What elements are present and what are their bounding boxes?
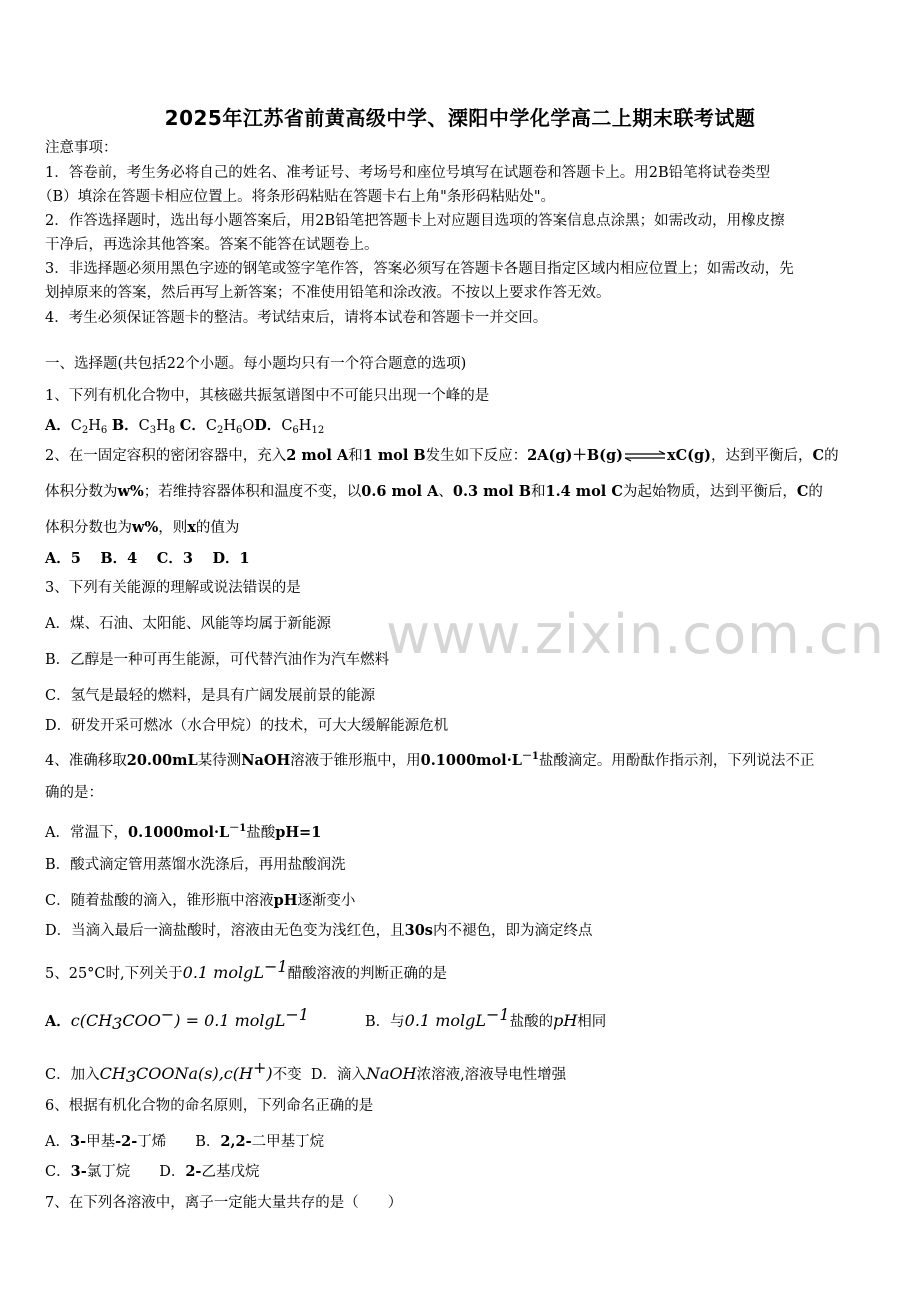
superscript: －1: [521, 751, 539, 762]
text: 为起始物质，达到平衡后，: [622, 484, 797, 500]
notice-line: 干净后，再选涂其他答案。答案不能答在试题卷上。: [45, 237, 379, 253]
text: 5、25°C时,下列关于: [45, 966, 183, 982]
question-4-line-1: [45, 747, 814, 771]
text: 丁烯 B．: [137, 1134, 221, 1150]
question-5-option-a: [45, 1005, 309, 1034]
text: 内不褪色，即为滴定终点: [432, 923, 593, 939]
notice-line: （B）填涂在答题卡相应位置上。将条形码粘贴在答题卡右上角"条形码粘贴处"。: [38, 189, 555, 205]
superscript: －1: [229, 823, 247, 834]
subscript: 3: [149, 425, 157, 436]
formula-part: C: [70, 418, 82, 434]
notice-line: 3．非选择题必须用黑色字迹的钢笔或签字笔作答，答案必须写在答题卡各题目指定区域内相应位置上；如需改动，先: [45, 261, 794, 277]
text: C．加入: [45, 1067, 100, 1083]
superscript: −: [160, 1005, 175, 1024]
subscript: 8: [168, 425, 176, 436]
text: 和: [348, 448, 363, 464]
question-6-options-a-b: [45, 1132, 324, 1152]
math: COO: [122, 1011, 161, 1030]
text: 0.6 mol A: [361, 483, 439, 500]
math: CH: [99, 1064, 126, 1083]
text: 体积分数为: [45, 484, 118, 500]
subscript: 6: [292, 425, 299, 436]
subscript: 6: [100, 425, 108, 436]
question-4-option-c: [45, 891, 355, 911]
text: -2-: [115, 1133, 138, 1150]
math: c(CH: [70, 1011, 113, 1030]
option-label: A．: [45, 417, 71, 434]
reaction-reactants: 2A(g)＋B(g): [527, 447, 623, 464]
text: ；若维持容器体积和温度不变，以: [143, 484, 362, 500]
question-3-stem: 3、下列有关能源的理解或说法错误的是: [45, 580, 301, 596]
math: NaOH: [365, 1064, 417, 1083]
math: ) = 0.1 molgL: [174, 1011, 286, 1030]
question-4-option-a: [45, 819, 321, 843]
option-label: A．: [45, 1013, 71, 1030]
question-1-options: [45, 416, 324, 441]
text: C．: [45, 1164, 71, 1180]
question-2-line-3: [45, 518, 239, 538]
question-4-line-2: 确的是：: [45, 785, 103, 801]
text: B．与: [365, 1014, 405, 1030]
question-7-stem: 7、在下列各溶液中，离子一定能大量共存的是（ ）: [45, 1195, 403, 1211]
text: 的值为: [195, 520, 240, 536]
math: pH: [553, 1011, 578, 1030]
question-3-option-b: B．乙醇是一种可再生能源，可代替汽油作为汽车燃料: [45, 652, 390, 668]
option-label: C．: [179, 417, 206, 434]
question-5-stem: [45, 957, 447, 984]
text: 30s: [404, 922, 433, 939]
text: ，达到平衡后，: [711, 448, 813, 464]
text: 1 mol B: [362, 447, 426, 464]
text: 甲基: [86, 1134, 116, 1150]
question-1-stem: 1、下列有机化合物中，其核磁共振氢谱图中不可能只出现一个峰的是: [45, 388, 490, 404]
superscript: −1: [263, 957, 288, 976]
text: ，则: [158, 520, 188, 536]
text: w%: [132, 519, 159, 536]
text: C．随着盐酸的滴入，锥形瓶中溶液: [45, 893, 274, 909]
formula-part: H: [156, 418, 169, 434]
question-3-option-a: A．煤、石油、太阳能、风能等均属于新能源: [45, 616, 331, 632]
subscript: 2: [216, 425, 224, 436]
subscript: 6: [235, 425, 243, 436]
text: 盐酸滴定。用酚酞作指示剂，下列说法不正: [538, 753, 815, 769]
subscript: 2: [81, 425, 89, 436]
math: 0.1 molgL: [182, 963, 264, 982]
question-4-option-b: B．酸式滴定管用蒸馏水洗涤后，再用盐酸润洗: [45, 857, 346, 873]
section-heading: 一、选择题(共包括22个小题。每小题均只有一个符合题意的选项): [45, 356, 467, 372]
text: 2、在一固定容积的密闭容器中，充入: [45, 448, 287, 464]
text: 溶液于锥形瓶中，用: [290, 753, 421, 769]
text: 4、准确移取: [45, 753, 127, 769]
math: ): [266, 1064, 273, 1083]
option-label: D．: [254, 417, 282, 434]
question-6-options-c-d: [45, 1162, 259, 1182]
notice-line: 1．答卷前，考生务必将自己的姓名、准考证号、考场号和座位号填写在试题卷和答题卡上。用2B铅笔将试卷类型: [45, 165, 771, 181]
text: x: [187, 519, 196, 536]
formula-part: H: [298, 418, 312, 434]
option-label: B．: [111, 417, 139, 434]
superscript: +: [252, 1058, 267, 1077]
text: NaOH: [241, 752, 291, 769]
text: 20.00mL: [126, 752, 198, 769]
question-5-option-c-d: [45, 1058, 566, 1087]
formula-part: C: [281, 418, 293, 434]
text: 3-: [70, 1163, 87, 1180]
question-2-line-2: [45, 482, 823, 502]
question-2-line-1: [45, 446, 839, 466]
text: 浓溶液,溶液导电性增强: [416, 1067, 567, 1083]
text: 1.4 mol C: [545, 483, 623, 500]
text: C: [796, 483, 809, 500]
subscript: 12: [311, 425, 325, 436]
notice-line: 划掉原来的答案，然后再写上新答案；不准使用铅笔和涂改液。不按以上要求作答无效。: [45, 285, 611, 301]
formula-part: H: [223, 418, 236, 434]
text: 醋酸溶液的判断正确的是: [287, 966, 448, 982]
math: COONa(s),c(H: [136, 1064, 253, 1083]
question-6-stem: 6、根据有机化合物的命名原则，下列命名正确的是: [45, 1098, 374, 1114]
question-4-option-d: [45, 921, 592, 941]
exam-title: 2025年江苏省前黄高级中学、溧阳中学化学高二上期末联考试题: [164, 106, 756, 130]
text: 氯丁烷 D．: [86, 1164, 186, 1180]
formula-part: C: [205, 418, 217, 434]
equilibrium-arrow-icon: [623, 450, 667, 462]
text: 、: [438, 484, 453, 500]
text: 相同: [577, 1014, 607, 1030]
text: 体积分数也为: [45, 520, 132, 536]
text: 乙基戊烷: [201, 1164, 260, 1180]
text: A．常温下，: [45, 825, 128, 841]
text: pH: [273, 892, 298, 909]
notice-heading: 注意事项：: [45, 140, 118, 156]
formula-part: O: [242, 418, 255, 434]
question-3-option-c: C．氢气是最轻的燃料，是具有广阔发展前景的能源: [45, 688, 376, 704]
subscript: 3: [125, 1067, 136, 1086]
text: 的: [824, 448, 839, 464]
notice-line: 2．作答选择题时，选出每小题答案后，用2B铅笔把答题卡上对应题目选项的答案信息点涂黑；如需改动，用橡皮擦: [45, 213, 785, 229]
reaction-product: xC(g): [667, 447, 712, 464]
watermark: www.zixin.com.cn: [386, 603, 885, 666]
text: C: [812, 447, 825, 464]
text: 0.1000mol·L: [420, 752, 522, 769]
text: 3-: [69, 1133, 87, 1150]
notice-line: 4．考生必须保证答题卡的整洁。考试结束后，请将本试卷和答题卡一并交回。: [45, 310, 548, 326]
text: 二甲基丁烷: [251, 1134, 325, 1150]
text: pH=1: [275, 824, 322, 841]
question-3-option-d: D．研发开采可燃冰（水合甲烷）的技术，可大大缓解能源危机: [45, 718, 449, 734]
text: w%: [117, 483, 144, 500]
text: A．: [45, 1134, 70, 1150]
subscript: 3: [112, 1014, 123, 1033]
text: 0.1000mol·L: [127, 824, 230, 841]
question-5-option-b: [365, 1005, 606, 1032]
text: 2,2-: [220, 1133, 252, 1150]
text: 的: [808, 484, 823, 500]
text: 2-: [185, 1163, 202, 1180]
text: 不变: [272, 1067, 302, 1083]
text: 2 mol A: [286, 447, 349, 464]
text: 和: [530, 484, 546, 500]
superscript: −1: [485, 1005, 510, 1024]
formula-part: H: [88, 418, 101, 434]
text: 0.3 mol B: [452, 483, 531, 500]
superscript: −1: [285, 1005, 309, 1024]
text: 逐渐变小: [297, 893, 356, 909]
text: 盐酸: [246, 825, 276, 841]
text: 盐酸的: [509, 1014, 554, 1030]
text: D．滴入: [310, 1067, 366, 1083]
math: 0.1 molgL: [404, 1011, 486, 1030]
formula-part: C: [138, 418, 150, 434]
text: D．当滴入最后一滴盐酸时，溶液由无色变为浅红色，且: [45, 923, 405, 939]
text: 发生如下反应：: [425, 448, 528, 464]
question-2-options: A．5 B．4 C．3 D．1: [45, 550, 250, 567]
text: 某待测: [197, 753, 242, 769]
